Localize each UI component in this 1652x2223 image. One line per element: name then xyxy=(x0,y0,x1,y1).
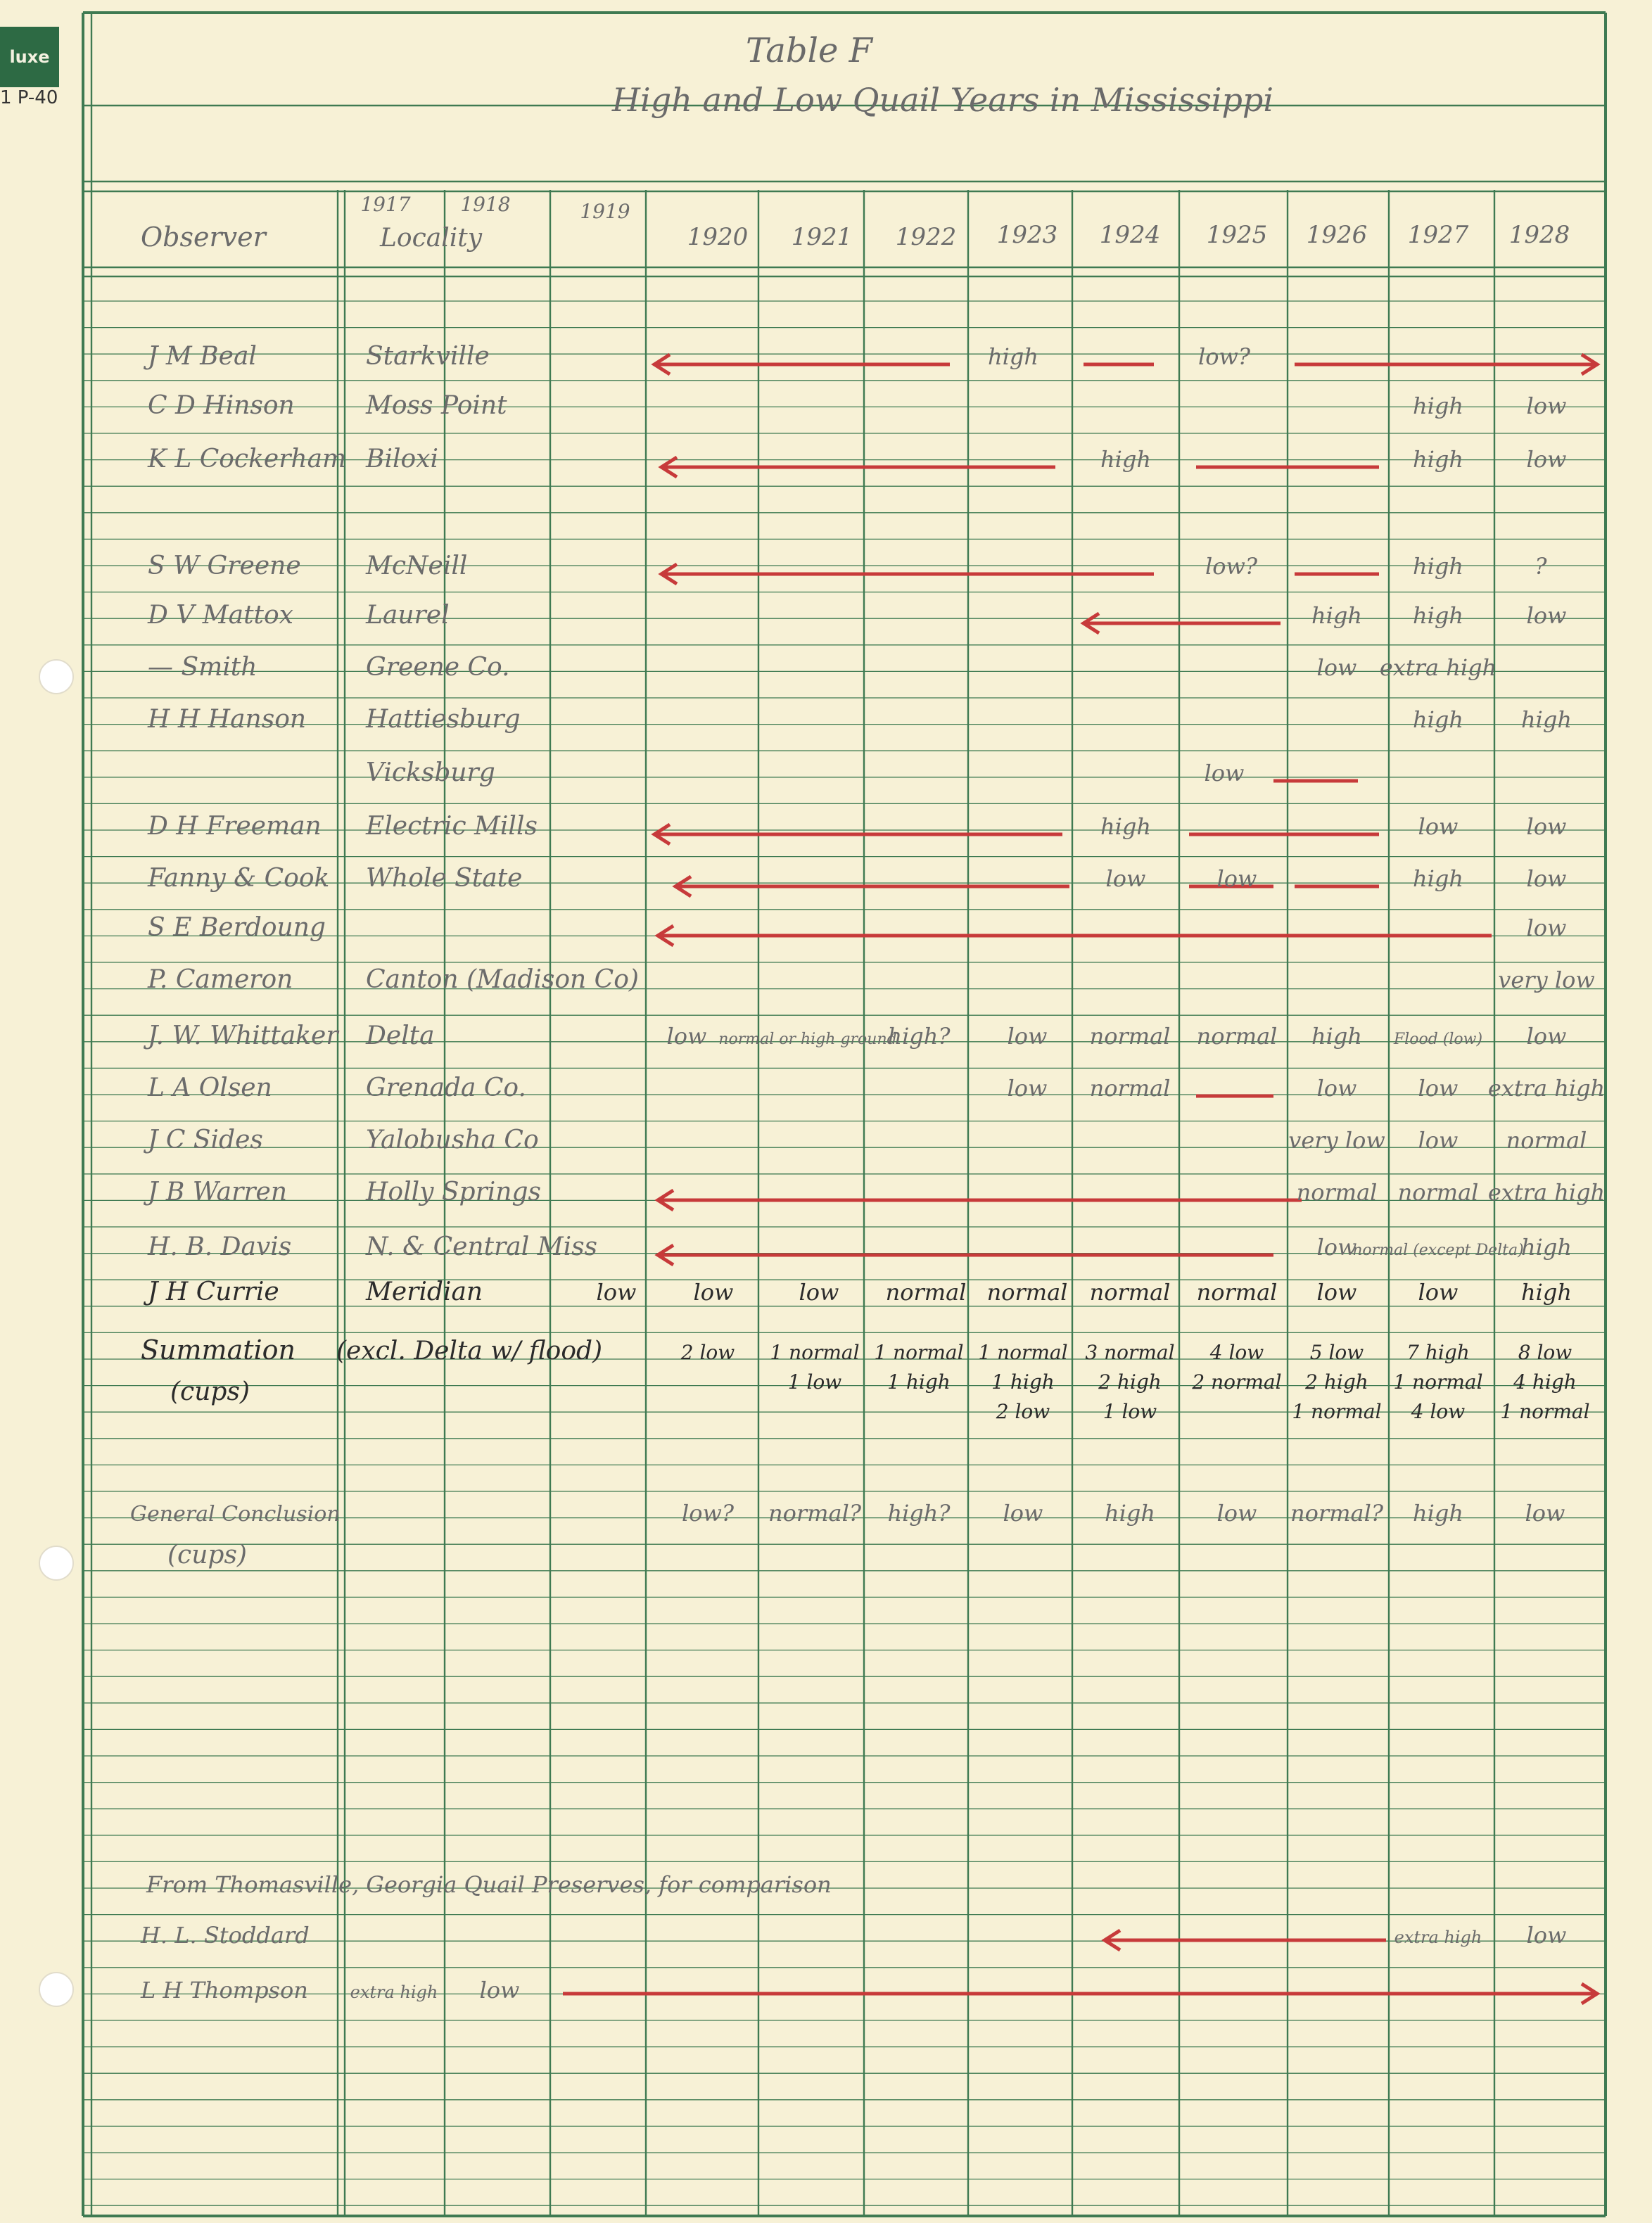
summation-cell: 4 low xyxy=(1209,1341,1264,1364)
locality-name: N. & Central Miss xyxy=(366,1232,598,1261)
locality-name: Canton (Madison Co) xyxy=(366,965,639,994)
year-1925: 1925 xyxy=(1206,221,1268,249)
row-note: low xyxy=(1526,1023,1567,1050)
row-note: high xyxy=(1413,446,1463,473)
row-note: high xyxy=(1521,1279,1572,1306)
observer-name: Fanny & Cook xyxy=(148,864,330,893)
locality-name: Holly Springs xyxy=(366,1178,542,1206)
locality-name: Grenada Co. xyxy=(366,1074,526,1102)
binder-hole xyxy=(39,1973,73,2006)
georgia-note: extra high xyxy=(350,1982,438,2002)
summation-cell: 4 low xyxy=(1411,1400,1466,1423)
summation-cell: 3 normal xyxy=(1085,1341,1175,1364)
observer-name: H. B. Davis xyxy=(148,1232,292,1261)
year-1917: 1917 xyxy=(360,193,411,216)
row-note: low xyxy=(1526,813,1567,840)
form-code: 1 P-40 xyxy=(0,87,58,108)
summation-cell: 1 high xyxy=(887,1370,951,1394)
row-note: normal xyxy=(1089,1023,1171,1050)
row-note: ? xyxy=(1535,553,1547,580)
row-note: Flood (low) xyxy=(1393,1031,1483,1048)
year-1920: 1920 xyxy=(687,223,749,251)
observer-name: S W Greene xyxy=(148,552,301,580)
row-note: low xyxy=(1316,1234,1357,1261)
locality-name: Delta xyxy=(366,1021,435,1050)
row-note: high xyxy=(1100,446,1151,473)
observer-name: D V Mattox xyxy=(148,601,293,630)
summation-cell: 1 normal xyxy=(1500,1400,1590,1423)
row-note: normal or high ground xyxy=(718,1031,897,1048)
row-note: normal xyxy=(1296,1179,1378,1206)
header-locality: Locality xyxy=(380,224,483,253)
row-note: low xyxy=(1216,865,1257,892)
locality-name: Meridian xyxy=(366,1278,483,1306)
row-note: extra high xyxy=(1487,1075,1606,1102)
binder-hole xyxy=(39,1546,73,1580)
header-observer: Observer xyxy=(141,222,266,253)
year-1928: 1928 xyxy=(1508,221,1570,249)
georgia-observer: L H Thompson xyxy=(141,1977,308,2004)
summation-cell: 2 normal xyxy=(1192,1370,1282,1394)
conclusion-cell: high xyxy=(1413,1500,1463,1527)
observer-name: H H Hanson xyxy=(148,705,307,734)
summation-sub: (cups) xyxy=(170,1377,250,1406)
row-note: high xyxy=(1413,393,1463,419)
observer-name: J H Currie xyxy=(148,1278,279,1306)
summation-cell: 1 normal xyxy=(1292,1400,1382,1423)
row-note: low xyxy=(1204,760,1245,786)
row-note: high xyxy=(1413,553,1463,580)
summation-label: Summation xyxy=(141,1335,296,1365)
row-note: low xyxy=(1316,1279,1357,1306)
row-note: normal xyxy=(1196,1023,1278,1050)
row-note: normal xyxy=(1089,1075,1171,1102)
observer-name: P. Cameron xyxy=(148,965,293,994)
row-note: low xyxy=(1316,1075,1357,1102)
georgia-note: extra high xyxy=(1394,1928,1482,1947)
locality-name: Biloxi xyxy=(366,445,438,473)
summation-cell: 4 high xyxy=(1513,1370,1577,1394)
row-note: high xyxy=(1413,602,1463,629)
row-note: low xyxy=(1526,446,1567,473)
row-note: normal xyxy=(885,1279,967,1306)
locality-name: McNeill xyxy=(366,552,468,580)
year-1927: 1927 xyxy=(1407,221,1469,249)
georgia-note: low xyxy=(1526,1922,1567,1949)
row-note: low xyxy=(799,1279,839,1306)
conclusion-cell: normal? xyxy=(1290,1500,1383,1527)
locality-name: Starkville xyxy=(366,342,490,371)
row-note: very low xyxy=(1288,1127,1385,1154)
summation-cell: 5 low xyxy=(1309,1341,1364,1364)
summation-cell: 2 low xyxy=(996,1400,1050,1423)
table-title: Table F xyxy=(746,31,872,70)
binder-hole xyxy=(39,660,73,694)
summation-cells xyxy=(680,1341,1590,1423)
year-1923: 1923 xyxy=(996,221,1058,249)
conclusion-cell: normal? xyxy=(768,1500,861,1527)
row-note: high xyxy=(1311,602,1362,629)
summation-cell: 1 normal xyxy=(874,1341,964,1364)
year-1919: 1919 xyxy=(580,200,630,223)
row-note: low xyxy=(693,1279,734,1306)
summation-cell: 1 high xyxy=(991,1370,1055,1394)
conclusion-cell: low? xyxy=(681,1500,735,1527)
row-note: low xyxy=(596,1279,637,1306)
summation-cell: 1 low xyxy=(1103,1400,1157,1423)
row-note: high xyxy=(1311,1023,1362,1050)
brand-label: luxe xyxy=(9,47,50,67)
row-note: low xyxy=(1526,393,1567,419)
row-note: high xyxy=(1521,706,1572,733)
row-note: low xyxy=(1526,602,1567,629)
row-note: normal xyxy=(1089,1279,1171,1306)
conclusion-sub: (cups) xyxy=(167,1541,247,1569)
row-note: normal xyxy=(1397,1179,1479,1206)
locality-name: Whole State xyxy=(366,864,523,893)
observer-name: D H Freeman xyxy=(148,812,322,841)
locality-name: Greene Co. xyxy=(366,653,510,682)
summation-cell: 2 low xyxy=(680,1341,735,1364)
observer-name: J M Beal xyxy=(148,342,257,371)
summation-cell: 1 normal xyxy=(978,1341,1068,1364)
row-note: low xyxy=(1418,813,1459,840)
year-1922: 1922 xyxy=(895,223,957,251)
row-note: very low xyxy=(1498,967,1595,993)
row-note: low xyxy=(1526,915,1567,941)
conclusion-cell: low xyxy=(1003,1500,1043,1527)
row-note: extra high xyxy=(1379,654,1497,681)
georgia-heading: From Thomasville, Georgia Quail Preserves, for comparison xyxy=(146,1871,832,1898)
conclusion-label: General Conclusion xyxy=(130,1502,341,1527)
row-note: high xyxy=(988,343,1038,370)
summation-cell: 1 low xyxy=(787,1370,842,1394)
locality-name: Electric Mills xyxy=(366,812,538,841)
observer-name: L A Olsen xyxy=(148,1074,272,1102)
observer-name: S E Berdoung xyxy=(148,913,326,942)
year-1924: 1924 xyxy=(1099,221,1161,249)
row-note: high xyxy=(1521,1234,1572,1261)
conclusion-cells xyxy=(682,1500,1565,1527)
year-1926: 1926 xyxy=(1306,221,1368,249)
row-note: low xyxy=(1007,1023,1048,1050)
row-note: normal xyxy=(1506,1127,1587,1154)
row-note: low xyxy=(1105,865,1146,892)
conclusion-cell: low xyxy=(1525,1500,1565,1527)
row-note: normal xyxy=(986,1279,1068,1306)
summation-cell: 2 high xyxy=(1098,1370,1162,1394)
locality-name: Vicksburg xyxy=(366,758,495,787)
row-note: extra high xyxy=(1487,1179,1606,1206)
georgia-observer: H. L. Stoddard xyxy=(141,1922,310,1949)
observer-name: J B Warren xyxy=(148,1178,288,1206)
row-note: low xyxy=(1316,654,1357,681)
row-note: low xyxy=(1418,1127,1459,1154)
row-note: high xyxy=(1100,813,1151,840)
summation-excl: (excl. Delta w/ flood) xyxy=(336,1337,603,1365)
row-note: low xyxy=(666,1023,707,1050)
conclusion-cell: high xyxy=(1105,1500,1155,1527)
observer-name: J. W. Whittaker xyxy=(148,1021,338,1050)
locality-name: Hattiesburg xyxy=(366,705,521,734)
row-note: normal xyxy=(1196,1279,1278,1306)
locality-name: Moss Point xyxy=(366,391,507,420)
summation-cell: 1 normal xyxy=(1393,1370,1483,1394)
observer-name: C D Hinson xyxy=(148,391,295,420)
row-note: high xyxy=(1413,706,1463,733)
row-note: low xyxy=(1418,1075,1459,1102)
row-note: low xyxy=(1007,1075,1048,1102)
locality-name: Laurel xyxy=(366,601,450,630)
row-note: high? xyxy=(887,1023,951,1050)
row-note: low? xyxy=(1205,553,1258,580)
conclusion-cell: low xyxy=(1216,1500,1257,1527)
summation-cell: 8 low xyxy=(1518,1341,1572,1364)
summation-cell: 7 high xyxy=(1406,1341,1470,1364)
observer-name: J C Sides xyxy=(148,1126,263,1154)
georgia-rows xyxy=(140,1922,1566,2004)
year-1918: 1918 xyxy=(460,193,511,216)
table-subtitle: High and Low Quail Years in Mississippi xyxy=(611,81,1274,119)
conclusion-cell: high? xyxy=(887,1500,951,1527)
georgia-note: low xyxy=(479,1977,520,2004)
locality-name: Yalobusha Co xyxy=(366,1126,539,1154)
summation-cell: 2 high xyxy=(1305,1370,1368,1394)
row-note: low xyxy=(1526,865,1567,892)
observer-name: K L Cockerham xyxy=(148,445,347,473)
row-note: low xyxy=(1418,1279,1459,1306)
row-note: normal (except Delta) xyxy=(1352,1242,1524,1259)
row-note: low? xyxy=(1197,343,1251,370)
summation-cell: 1 normal xyxy=(770,1341,860,1364)
row-note: high xyxy=(1413,865,1463,892)
observer-name: — Smith xyxy=(148,653,258,682)
year-1921: 1921 xyxy=(791,223,853,251)
